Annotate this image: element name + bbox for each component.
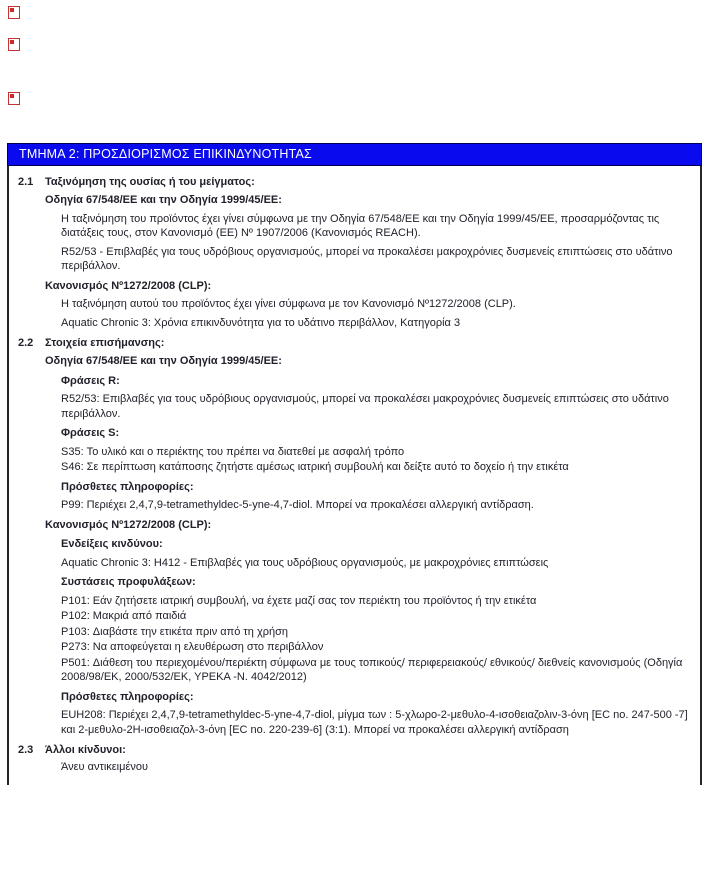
paragraph: R52/53: Επιβλαβές για τους υδρόβιους οργανισμούς, μπορεί να προκαλέσει μακροχρόνιες δυσμενείς επιπτώσεις στο υδάτινο περιβάλλον. [61, 393, 669, 420]
paragraph: EUH208: Περιέχει 2,4,7,9-tetramethyldec-5-yne-4,7-diol, μίγμα των : 5-χλωρο-2-μεθυλο-4-ισοθειαζολιν-3-όνη [EC no. 247-500 -7] και 2-μεθυλο-2Η-ισοθειαζολ-3-όνη [EC no. 220-239-6] (3:1). Μπορεί να προκαλέσει αλλεργική αντίδραση [61, 709, 688, 736]
section-2-document [7, 143, 702, 785]
regulation-heading: Κανονισμός Νº1272/2008 (CLP): [45, 518, 212, 531]
regulation-heading: Κανονισμός Νº1272/2008 (CLP): [45, 279, 212, 292]
subsection-title: Στοιχεία επισήμανσης: [45, 337, 165, 349]
subsection-heading-row [9, 337, 700, 349]
statement-line: P273: Να αποφεύγεται η ελευθέρωση στο περιβάλλον [61, 641, 324, 653]
paragraph: Η ταξινόμηση του προϊόντος έχει γίνει σύμφωνα με την Οδηγία 67/548/ΕΕ και την Οδηγία 1999/45/ΕΕ, προσαρμόζοντας τις διατάξεις τους, στον Κανονισμό (ΕΕ) Νº 1907/2006 (Κανονισμός REACH). [61, 212, 660, 239]
section-header-title: ΤΜΗΜΑ 2: ΠΡΟΣΔΙΟΡΙΣΜΟΣ ΕΠΙΚΙΝΔΥΝΟΤΗΤΑΣ [19, 147, 312, 161]
additional-info-heading: Πρόσθετες πληροφορίες: [61, 690, 194, 703]
subsection-heading-row [9, 744, 700, 756]
additional-info-heading: Πρόσθετες πληροφορίες: [61, 480, 194, 493]
precautionary-statements-heading: Συστάσεις προφυλάξεων: [61, 576, 196, 588]
subsection-heading-row [9, 176, 700, 188]
statement-line: P103: Διαβάστε την ετικέτα πριν από τη χρήση [61, 625, 288, 638]
s-phrases-heading: Φράσεις S: [61, 427, 120, 439]
paragraph: Άνευ αντικειμένου [61, 761, 148, 773]
section-content-box [7, 166, 702, 785]
missing-image-icon [8, 92, 20, 105]
subsection-number: 2.2 [18, 337, 34, 349]
statement-line: P101: Εάν ζητήσετε ιατρική συμβουλή, να έχετε μαζί σας τον περιέκτη του προϊόντος ή την ετικέτα [61, 594, 537, 607]
subsection-title: Άλλοι κίνδυνοι: [45, 744, 126, 756]
r-phrases-heading: Φράσεις R: [61, 374, 120, 387]
directive-heading: Οδηγία 67/548/ΕΕ και την Οδηγία 1999/45/ΕΕ: [45, 194, 282, 206]
subsection-title: Ταξινόμηση της ουσίας ή του μείγματος: [45, 176, 255, 188]
hazard-statements-heading: Ενδείξεις κινδύνου: [61, 538, 163, 550]
subsection-number: 2.3 [18, 744, 34, 756]
paragraph: P99: Περιέχει 2,4,7,9-tetramethyldec-5-yne-4,7-diol. Μπορεί να προκαλέσει αλλεργική αντίδραση. [61, 499, 534, 511]
missing-image-icon [8, 6, 20, 19]
statement-line: S46: Σε περίπτωση κατάποσης ζητήστε αμέσως ιατρική συμβουλή και δείξτε αυτό το δοχείο ή την ετικέτα [61, 461, 569, 473]
statement-line: P501: Διάθεση του περιεχομένου/περιέκτη σύμφωνα με τους τοπικούς/ περιφερειακούς/ εθνικούς/ διεθνείς κανονισμούς (Οδηγία 2008/98/ΕΚ, 2000/532/ΕΚ, ΥΡΕΚΑ -Ν. 4042/2012) [61, 656, 683, 683]
paragraph: Η ταξινόμηση αυτού του προϊόντος έχει γίνει σύμφωνα με τον Κανονισμό Νº1272/2008 (CLP). [61, 298, 516, 310]
paragraph: Aquatic Chronic 3: Χρόνια επικινδυνότητα για το υδάτινο περιβάλλον, Κατηγορία 3 [61, 316, 461, 329]
subsection-number: 2.1 [18, 176, 34, 188]
statement-line: P102: Μακριά από παιδιά [61, 610, 187, 622]
directive-heading: Οδηγία 67/548/ΕΕ και την Οδηγία 1999/45/ΕΕ: [45, 355, 282, 367]
paragraph: R52/53 - Επιβλαβές για τους υδρόβιους οργανισμούς, μπορεί να προκαλέσει μακροχρόνιες δυσμενείς επιπτώσεις στο υδάτινο περιβάλλον. [61, 245, 673, 272]
paragraph: Aquatic Chronic 3: H412 - Επιβλαβές για τους υδρόβιους οργανισμούς, με μακροχρόνιες επιπτώσεις [61, 556, 549, 569]
missing-image-icon [8, 38, 20, 51]
section-header-bar [7, 143, 702, 166]
statement-line: S35: Το υλικό και ο περιέκτης του πρέπει να διατεθεί με ασφαλή τρόπο [61, 445, 405, 458]
